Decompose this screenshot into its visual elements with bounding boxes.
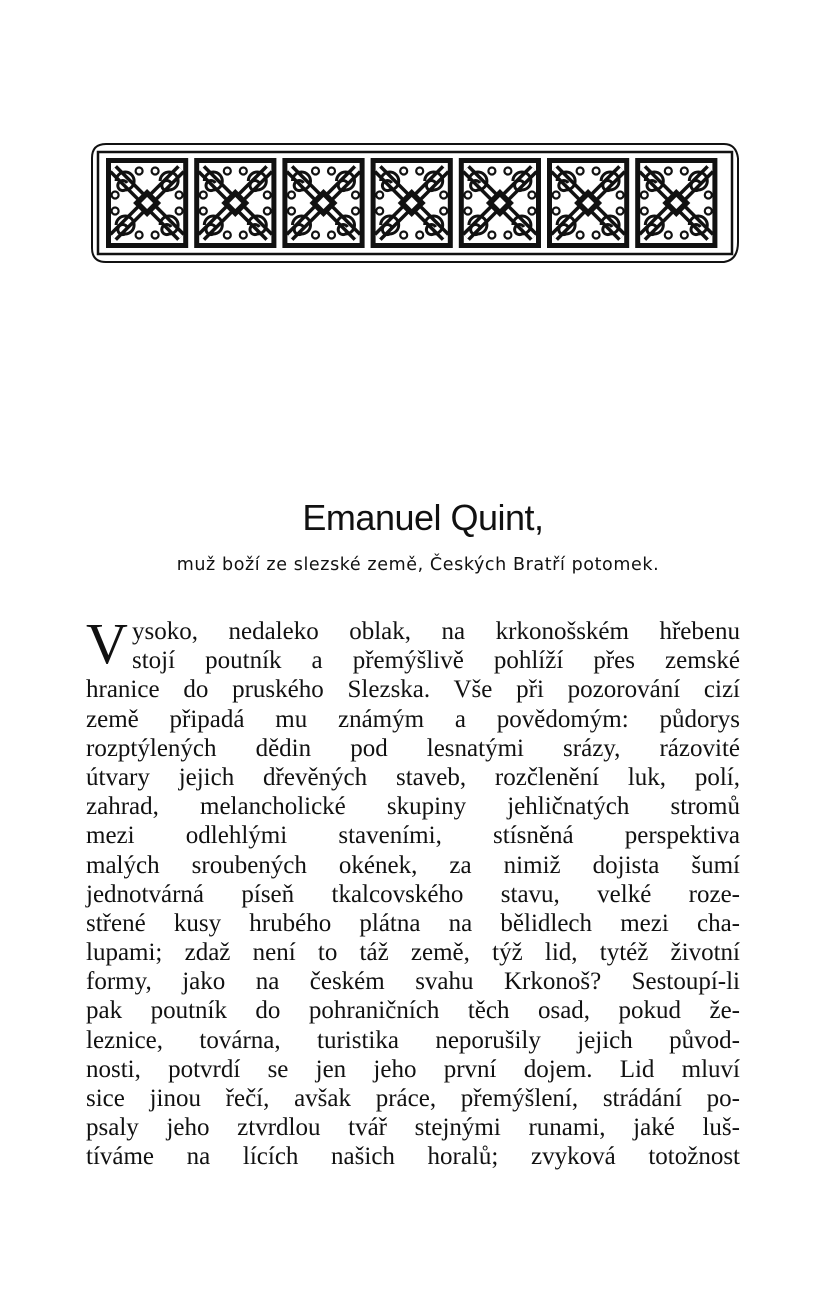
text-line: psaly jeho ztvrdlou tvář stejnými runami, jaké luš- [86, 1114, 740, 1142]
text-line: sice jinou řečí, avšak práce, přemýšlení, strádání po- [86, 1085, 740, 1112]
text-line: ysoko, nedaleko oblak, na krkonošském hřebenu [132, 618, 740, 645]
celtic-knot-band-icon [88, 138, 742, 266]
knot-tile [371, 158, 453, 248]
text-line: střené kusy hrubého plátna na bělidlech mezi cha- [86, 909, 740, 937]
text-line: zahrad, melancholické skupiny jehličnatých stromů [86, 793, 740, 821]
text-line: nosti, potvrdí se jen jeho první dojem. Lid mluví [86, 1055, 740, 1083]
text-line: lupami; zdaž není to táž země, týž lid, tytéž životní [86, 939, 740, 967]
text-line: hranice do pruského Slezska. Vše při pozorování cizí [86, 676, 740, 704]
text-line: tíváme na lících našich horalů; zvyková totožnost [86, 1143, 740, 1171]
chapter-subtitle: muž boží ze slezské země, Českých Bratří potomek. [176, 555, 660, 575]
text-line: země připadá mu známým a povědomým: půdorys [86, 705, 740, 733]
text-line: rozptýlených dědin pod lesnatými srázy, rázovité [86, 734, 740, 762]
text-line: leznice, továrna, turistika neporušily jejich původ- [86, 1026, 740, 1054]
text-line: stojí poutník a přemýšlivě pohlíží přes zemské [132, 647, 740, 675]
knot-tile [635, 158, 717, 248]
text-line: formy, jako na českém svahu Krkonoš? Sestoupí-li [86, 968, 740, 996]
text-line: útvary jejich dřevěných staveb, rozčlenění luk, polí, [86, 763, 740, 791]
drop-cap: V [86, 611, 128, 676]
knot-tile [282, 158, 364, 248]
text-line: mezi odlehlými staveními, stísněná perspektiva [86, 822, 740, 850]
knot-tile [194, 158, 276, 248]
text-line: malých sroubených okének, za nimiž dojista šumí [86, 851, 740, 879]
knot-tile [106, 158, 188, 248]
chapter-title: Emanuel Quint, [302, 497, 544, 538]
text-line: jednotvárná píseň tkalcovského stavu, velké roze- [86, 880, 740, 908]
knot-tile [459, 158, 541, 248]
text-line: pak poutník do pohraničních těch osad, pokud že- [86, 997, 740, 1025]
body-text [86, 611, 740, 1172]
ornamental-header-band [88, 138, 742, 266]
knot-tile [547, 158, 629, 248]
